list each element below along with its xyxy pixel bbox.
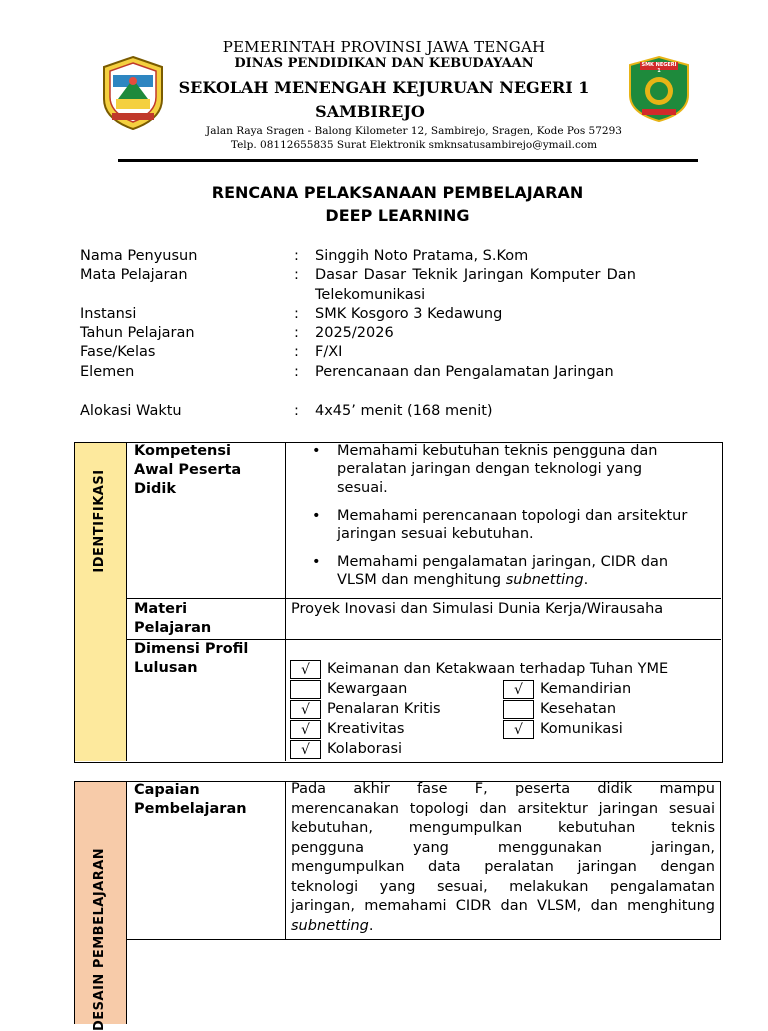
info-colon: : (294, 403, 299, 419)
bullet-text: Memahami pengalamatan jaringan, CIDR dan (337, 554, 669, 570)
profil-label: Kemandirian (540, 681, 632, 697)
info-value: Perencanaan dan Pengalamatan Jaringan (315, 364, 614, 380)
bullet: • (312, 443, 321, 459)
letterhead-address: Jalan Raya Sragen - Balong Kilometer 12, Sambirejo, Sragen, Kode Pos 57293 (206, 125, 622, 137)
info-value: F/XI (315, 344, 343, 360)
profil-checkbox[interactable]: √ (290, 660, 321, 679)
capaian-label: Capaian (134, 782, 200, 798)
info-value-continued: Telekomunikasi (315, 287, 426, 303)
capaian-line: merencanakan topologi dan arsitektur jaringan sesuai (291, 800, 715, 817)
bullet: • (312, 508, 321, 524)
dimensi-label: Dimensi Profil (134, 641, 249, 657)
info-label: Elemen (80, 364, 135, 380)
materi-label: Materi (134, 601, 188, 617)
capaian-line: kebutuhan, mengumpulkan kebutuhan teknis (291, 820, 715, 836)
profil-checkbox[interactable]: √ (503, 680, 534, 699)
profil-checkbox[interactable]: √ (290, 720, 321, 739)
info-value: Singgih Noto Pratama, S.Kom (315, 248, 529, 264)
info-label: Tahun Pelajaran (80, 325, 195, 341)
info-label: Mata Pelajaran (80, 267, 188, 283)
info-label: Alokasi Waktu (80, 403, 182, 419)
right-logo-text: SMK NEGERI 1 (641, 62, 677, 74)
letterhead-contact: Telp. 08112655835 Surat Elektronik smknsatusambirejo@ymail.com (230, 139, 598, 151)
capaian-line: subnetting. (291, 917, 374, 934)
bullet: • (312, 554, 321, 570)
row-divider (126, 939, 721, 940)
letterhead-school-name: SEKOLAH MENENGAH KEJURUAN NEGERI 1 (178, 78, 590, 97)
info-value: 4x45’ menit (168 menit) (315, 403, 493, 419)
letterhead-government: PEMERINTAH PROVINSI JAWA TENGAH (222, 38, 546, 56)
profil-label: Komunikasi (540, 721, 623, 737)
document-subtitle: DEEP LEARNING (325, 206, 470, 225)
materi-label: Pelajaran (134, 620, 212, 636)
capaian-line: mengumpulkan data peralatan jaringan dengan (291, 859, 715, 875)
info-colon: : (294, 344, 299, 360)
info-colon: : (294, 364, 299, 380)
capaian-line: jaringan, memahami CIDR dan VLSM, dan menghitung (291, 898, 715, 914)
bullet-text: jaringan sesuai kebutuhan. (337, 526, 534, 542)
letterhead-divider (118, 159, 698, 162)
section-label-identifikasi: IDENTIFIKASI (92, 469, 107, 573)
profil-label: Keimanan dan Ketakwaan terhadap Tuhan YME (327, 661, 669, 677)
bullet-text: VLSM dan menghitung subnetting. (337, 572, 589, 588)
capaian-label: Pembelajaran (134, 801, 247, 817)
info-label: Instansi (80, 306, 137, 322)
column-divider (285, 781, 286, 939)
profil-checkbox[interactable]: √ (290, 700, 321, 719)
table-border-left (74, 781, 75, 1024)
info-value: SMK Kosgoro 3 Kedawung (315, 306, 503, 322)
bullet-text: sesuai. (337, 480, 388, 496)
info-colon: : (294, 306, 299, 322)
info-value: Dasar Dasar Teknik Jaringan Komputer Dan (315, 267, 636, 283)
profil-label: Kolaborasi (327, 741, 403, 757)
capaian-text (291, 780, 715, 936)
info-label: Fase/Kelas (80, 344, 156, 360)
bullet-text: peralatan jaringan dengan teknologi yang (337, 461, 643, 477)
profil-label: Kesehatan (540, 701, 617, 717)
profil-checkbox[interactable] (290, 680, 321, 699)
info-label: Nama Penyusun (80, 248, 198, 264)
table-border-right (720, 781, 721, 939)
letterhead-department: DINAS PENDIDIKAN DAN KEBUDAYAAN (234, 56, 534, 71)
profil-label: Penalaran Kritis (327, 701, 441, 717)
section-label-desain: DESAIN PEMBELAJARAN (92, 847, 107, 1031)
profil-label: Kewargaan (327, 681, 408, 697)
column-divider (285, 443, 286, 761)
profil-checkbox[interactable]: √ (503, 720, 534, 739)
profil-label: Kreativitas (327, 721, 405, 737)
info-colon: : (294, 325, 299, 341)
kompetensi-label: Kompetensi (134, 443, 231, 459)
capaian-line: teknologi yang sesuai, melakukan pengalamatan (291, 878, 715, 895)
column-divider (126, 781, 127, 1024)
info-colon: : (294, 267, 299, 283)
kompetensi-label: Awal Peserta (134, 462, 242, 478)
kompetensi-label: Didik (134, 481, 176, 497)
document-title: RENCANA PELAKSANAAN PEMBELAJARAN (211, 183, 584, 202)
row-divider (126, 598, 721, 599)
bullet-text: Memahami perencanaan topologi dan arsitektur (337, 508, 688, 524)
materi-value: Proyek Inovasi dan Simulasi Dunia Kerja/Wirausaha (291, 601, 664, 617)
info-value: 2025/2026 (315, 325, 394, 341)
dimensi-label: Lulusan (134, 660, 198, 676)
column-divider (126, 443, 127, 761)
profil-checkbox[interactable] (503, 700, 534, 719)
capaian-line: Pada akhir fase F, peserta didik mampu (291, 781, 715, 797)
profil-checkbox[interactable]: √ (290, 740, 321, 759)
capaian-line: pengguna yang menggunakan jaringan, (291, 839, 715, 856)
bullet-text: Memahami kebutuhan teknis pengguna dan (337, 443, 658, 459)
info-colon: : (294, 248, 299, 264)
letterhead-school-location: SAMBIREJO (315, 102, 425, 121)
